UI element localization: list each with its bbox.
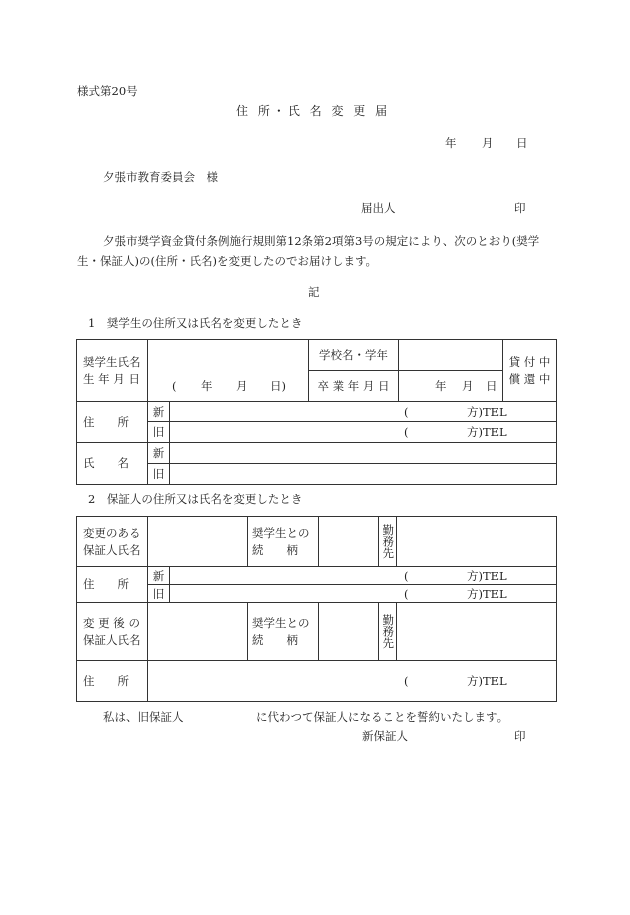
grad-day-label: 日 (486, 379, 498, 393)
old-guarantor-label-cell (77, 517, 148, 567)
loan-status-cell (503, 340, 557, 402)
graduation-label-cell (309, 371, 399, 402)
guarantor-address-new-label: 新 (148, 567, 170, 585)
student-name-new-input[interactable] (170, 443, 557, 464)
new-relation-input[interactable] (319, 603, 379, 661)
grad-year-label: 年 (435, 379, 447, 393)
new-guarantor-name-input[interactable] (148, 603, 248, 661)
new-guarantor-seal: 印 (514, 729, 526, 743)
old-relation-label-1: 奨学生との (252, 525, 310, 540)
new-guarantor-label-1: 変 更 後 の (83, 615, 140, 630)
section1-heading: 1 奨学生の住所又は氏名を変更したとき (88, 316, 303, 330)
status-lending: 貸 付 中 (508, 354, 551, 369)
school-input-cell[interactable] (399, 340, 503, 371)
guarantor-address-new-input[interactable] (170, 567, 557, 585)
pledge-text-b: に代わつて保証人になることを誓約いたします。 (256, 710, 509, 724)
student-name-input-cell[interactable] (148, 340, 309, 402)
tel-paren: ( (404, 586, 409, 601)
old-relation-label-2: 続 柄 (252, 542, 298, 557)
grad-month-label: 月 (462, 379, 474, 393)
old-guarantor-label-1: 変更のある (83, 525, 141, 540)
tel-suffix: 方)TEL (467, 404, 507, 419)
school-grade-label: 学校名・学年 (319, 348, 388, 362)
body-text-line-1: 夕張市奨学資金貸付条例施行規則第12条第2項第3号の規定により、次のとおり(奨学 (103, 234, 540, 248)
new-workplace-input[interactable] (397, 603, 557, 661)
tel-suffix: 方)TEL (467, 425, 507, 439)
tel-paren: ( (404, 425, 409, 439)
submitter-seal: 印 (514, 201, 526, 215)
old-workplace-label: 勤務先 (381, 524, 396, 559)
student-name-old-input[interactable] (170, 464, 557, 485)
student-address-new-input[interactable] (170, 402, 557, 422)
guarantor-address-label: 住 所 (83, 577, 129, 591)
tel-suffix: 方)TEL (467, 568, 507, 583)
status-repaying: 償 還 中 (508, 371, 551, 386)
date-day: 日 (516, 136, 528, 150)
student-address-new-label: 新 (148, 402, 170, 422)
new-workplace-label: 勤務先 (381, 614, 396, 649)
date-year: 年 (445, 136, 457, 150)
student-name-change-label: 氏 名 (83, 456, 129, 470)
student-name-label: 奨学生氏名 (83, 354, 141, 369)
new-guarantor-address-input[interactable] (148, 661, 557, 702)
new-guarantor-label-cell (77, 603, 148, 661)
school-label-cell (309, 340, 399, 371)
old-guarantor-name-input[interactable] (148, 517, 248, 567)
student-name-new-label: 新 (148, 443, 170, 464)
pledge-text-a: 私は、旧保証人 (103, 710, 184, 724)
guarantor-address-old-input[interactable] (170, 585, 557, 603)
graduation-input-cell[interactable] (399, 371, 503, 402)
student-address-label-cell (77, 402, 148, 443)
new-guarantor-signature-label: 新保証人 (362, 729, 408, 743)
new-guarantor-address-label-cell (77, 661, 148, 702)
new-relation-label-cell (248, 603, 319, 661)
date-month: 月 (482, 136, 494, 150)
page-title: 住 所・氏 名 変 更 届 (236, 104, 391, 118)
student-name-old-label: 旧 (148, 464, 170, 485)
new-relation-label-1: 奨学生との (252, 615, 310, 630)
tel-suffix: 方)TEL (467, 674, 507, 688)
new-workplace-label-cell (379, 603, 397, 661)
old-relation-input[interactable] (319, 517, 379, 567)
student-name-change-label-cell (77, 443, 148, 485)
student-address-old-input[interactable] (170, 422, 557, 443)
birth-day-label: 日) (270, 379, 286, 393)
guarantor-address-old-label: 旧 (148, 585, 170, 603)
old-workplace-input[interactable] (397, 517, 557, 567)
tel-paren: ( (404, 674, 409, 688)
birth-month-label: 月 (236, 379, 248, 393)
student-name-label-cell (77, 340, 148, 402)
student-change-table (76, 339, 557, 485)
old-guarantor-label-2: 保証人氏名 (83, 542, 141, 557)
tel-paren: ( (404, 404, 409, 419)
guarantor-address-label-cell (77, 567, 148, 603)
birth-paren-open: ( (172, 379, 177, 393)
old-relation-label-cell (248, 517, 319, 567)
birth-year-label: 年 (201, 379, 213, 393)
student-address-label: 住 所 (83, 414, 129, 429)
birthdate-label: 生 年 月 日 (83, 371, 140, 386)
guarantor-change-table (76, 516, 557, 702)
section2-heading: 2 保証人の住所又は氏名を変更したとき (88, 492, 303, 506)
graduation-date-label: 卒 業 年 月 日 (317, 379, 390, 393)
tel-suffix: 方)TEL (467, 586, 507, 601)
body-text-line-2: 生・保証人)の(住所・氏名)を変更したのでお届けします。 (77, 254, 378, 268)
student-address-old-label: 旧 (148, 422, 170, 443)
ki-marker: 記 (308, 285, 320, 299)
form-number: 様式第20号 (77, 84, 138, 98)
old-workplace-label-cell (379, 517, 397, 567)
addressee: 夕張市教育委員会 様 (103, 170, 218, 184)
new-relation-label-2: 続 柄 (252, 632, 298, 647)
submitter-label: 届出人 (361, 201, 396, 215)
new-guarantor-address-label: 住 所 (83, 673, 129, 688)
tel-paren: ( (404, 568, 409, 583)
new-guarantor-label-2: 保証人氏名 (83, 632, 141, 647)
